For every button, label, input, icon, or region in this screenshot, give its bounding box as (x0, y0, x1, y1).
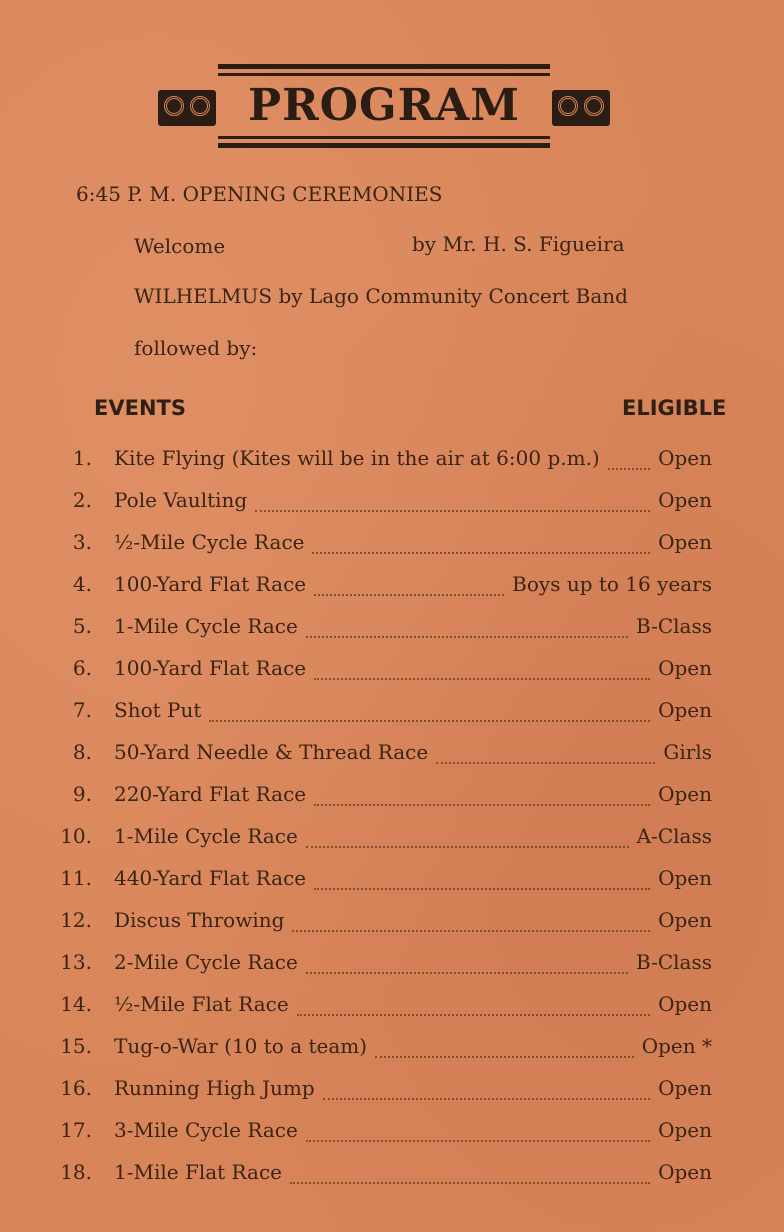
event-eligibility: Open (658, 992, 712, 1016)
event-name: Discus Throwing (114, 908, 285, 932)
spiral-ornament-icon (158, 90, 216, 126)
event-eligibility: A-Class (636, 824, 712, 848)
event-name: 50-Yard Needle & Thread Race (114, 740, 429, 764)
leader-dots (314, 874, 650, 890)
event-number: 7. (72, 698, 92, 722)
event-name: 3-Mile Cycle Race (114, 1118, 298, 1142)
events-column-header: EVENTS (94, 396, 186, 420)
event-name: ½-Mile Flat Race (114, 992, 289, 1016)
event-eligibility: Open (658, 1118, 712, 1142)
welcome-speaker: by Mr. H. S. Figueira (412, 232, 625, 256)
event-number: 12. (60, 908, 92, 932)
welcome-label: Welcome (134, 234, 226, 258)
leader-dots (314, 664, 650, 680)
event-number: 4. (72, 572, 92, 596)
event-number: 6. (72, 656, 92, 680)
header-rule-bottom (218, 143, 550, 148)
event-row (0, 614, 784, 656)
event-name: 440-Yard Flat Race (114, 866, 307, 890)
event-name: ½-Mile Cycle Race (114, 530, 305, 554)
event-number: 9. (72, 782, 92, 806)
eligible-column-header: ELIGIBLE (622, 396, 727, 420)
event-eligibility: Open (658, 698, 712, 722)
leader-dots (306, 832, 629, 848)
event-row (0, 866, 784, 908)
anthem-line: WILHELMUS by Lago Community Concert Band (134, 284, 628, 308)
event-eligibility: Open (658, 656, 712, 680)
event-eligibility: Boys up to 16 years (512, 572, 712, 596)
event-name: Tug-o-War (10 to a team) (114, 1034, 368, 1058)
event-number: 8. (72, 740, 92, 764)
leader-dots (209, 706, 650, 722)
leader-dots (375, 1042, 634, 1058)
event-number: 16. (60, 1076, 92, 1100)
event-number: 10. (60, 824, 92, 848)
leader-dots (608, 454, 650, 470)
header-rule-bottom-thin (218, 136, 550, 139)
event-name: Running High Jump (114, 1076, 315, 1100)
event-number: 13. (60, 950, 92, 974)
leader-dots (255, 496, 650, 512)
event-name: 220-Yard Flat Race (114, 782, 307, 806)
event-eligibility: Open (658, 782, 712, 806)
opening-ceremonies-line: 6:45 P. M. OPENING CEREMONIES (76, 182, 443, 206)
event-eligibility: Open (658, 1160, 712, 1184)
event-name: Kite Flying (Kites will be in the air at 6:00 p.m.) (114, 446, 600, 470)
event-eligibility: Open (658, 908, 712, 932)
leader-dots (436, 748, 655, 764)
event-row (0, 1160, 784, 1202)
event-number: 14. (60, 992, 92, 1016)
event-row (0, 908, 784, 950)
event-row (0, 572, 784, 614)
event-eligibility: B-Class (636, 614, 712, 638)
event-row (0, 488, 784, 530)
leader-dots (314, 580, 504, 596)
program-header (158, 62, 610, 154)
event-row (0, 698, 784, 740)
event-name: Shot Put (114, 698, 202, 722)
event-number: 11. (60, 866, 92, 890)
event-row (0, 1034, 784, 1076)
event-name: 1-Mile Cycle Race (114, 824, 298, 848)
event-number: 2. (72, 488, 92, 512)
event-row (0, 530, 784, 572)
event-number: 1. (72, 446, 92, 470)
event-number: 3. (72, 530, 92, 554)
leader-dots (306, 622, 628, 638)
leader-dots (323, 1084, 650, 1100)
leader-dots (306, 1126, 650, 1142)
event-eligibility: Open (658, 866, 712, 890)
followed-by-line: followed by: (134, 336, 258, 360)
event-row (0, 740, 784, 782)
event-eligibility: Girls (663, 740, 712, 764)
header-rule-top (218, 64, 550, 69)
event-eligibility: Open (658, 530, 712, 554)
leader-dots (290, 1168, 650, 1184)
event-row (0, 1076, 784, 1118)
leader-dots (312, 538, 650, 554)
event-name: 100-Yard Flat Race (114, 656, 307, 680)
event-row (0, 824, 784, 866)
event-name: 1-Mile Cycle Race (114, 614, 298, 638)
event-name: 100-Yard Flat Race (114, 572, 307, 596)
event-name: Pole Vaulting (114, 488, 248, 512)
event-row (0, 992, 784, 1034)
event-row (0, 1118, 784, 1160)
event-number: 15. (60, 1034, 92, 1058)
event-row (0, 950, 784, 992)
event-eligibility: Open * (641, 1034, 712, 1058)
event-eligibility: B-Class (636, 950, 712, 974)
leader-dots (306, 958, 628, 974)
header-rule-top-thin (218, 73, 550, 76)
event-number: 17. (60, 1118, 92, 1142)
event-row (0, 782, 784, 824)
leader-dots (297, 1000, 650, 1016)
event-eligibility: Open (658, 488, 712, 512)
program-title: PROGRAM (248, 80, 520, 131)
event-eligibility: Open (658, 1076, 712, 1100)
event-row (0, 656, 784, 698)
event-row (0, 446, 784, 488)
leader-dots (292, 916, 650, 932)
spiral-ornament-icon (552, 90, 610, 126)
event-number: 5. (72, 614, 92, 638)
event-eligibility: Open (658, 446, 712, 470)
event-name: 2-Mile Cycle Race (114, 950, 298, 974)
event-name: 1-Mile Flat Race (114, 1160, 283, 1184)
leader-dots (314, 790, 650, 806)
event-number: 18. (60, 1160, 92, 1184)
